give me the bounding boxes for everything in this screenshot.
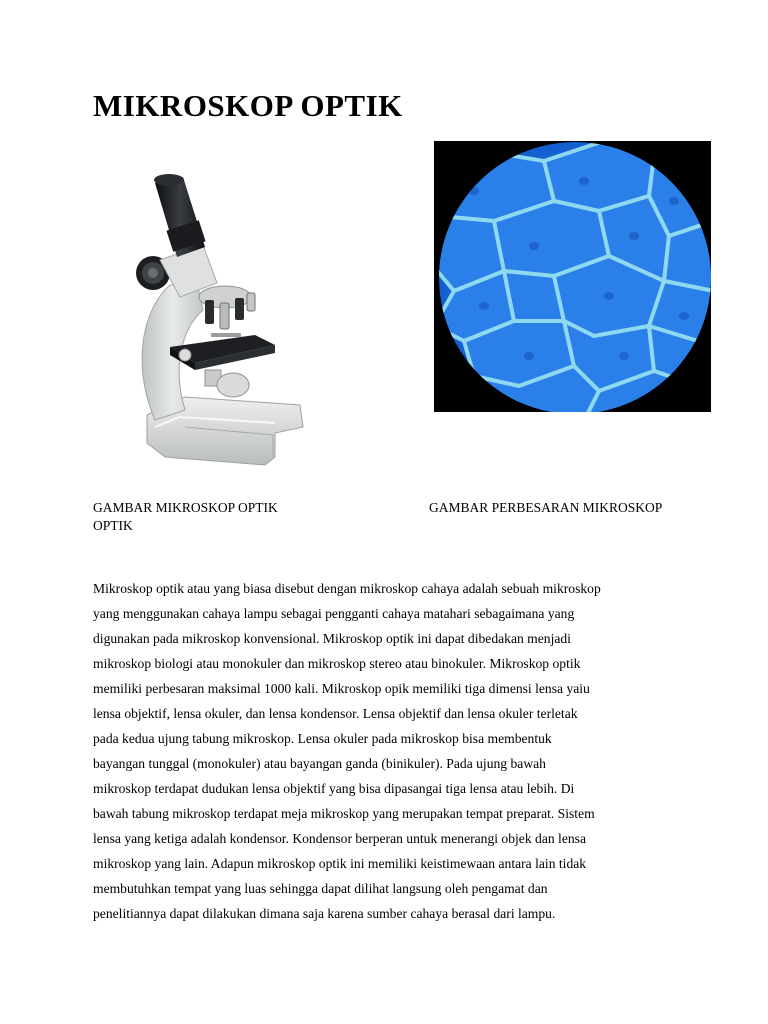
paragraph-line: memiliki perbesaran maksimal 1000 kali. Mikroskop opik memiliki tiga dimensi lensa yaiu [93,681,590,696]
paragraph-line: digunakan pada mikroskop konvensional. Mikroskop optik ini dapat dibedakan menjadi [93,631,571,646]
figure-caption-microscope: GAMBAR MIKROSKOP OPTIK [93,500,278,515]
paragraph-line: membutuhkan tempat yang luas sehingga dapat dilihat langsung oleh pengamat dan [93,881,548,896]
paragraph-line: pada kedua ujung tabung mikroskop. Lensa okuler pada mikroskop bisa membentuk [93,731,552,746]
figure-caption-magnification: GAMBAR PERBESARAN MIKROSKOP [429,500,663,515]
paragraph-line: penelitiannya dapat dilakukan dimana saja karena sumber cahaya berasal dari lampu. [93,906,556,921]
figure-caption-magnification-wrap: OPTIK [93,518,133,533]
paragraph-line: mikroskop terdapat dudukan lensa objektif yang bisa dipasangai tiga lensa atau lebih. Di [93,781,575,796]
paragraph-line: bayangan tunggal (monokuler) atau bayangan ganda (binikuler). Pada ujung bawah [93,756,546,771]
paragraph-line: yang menggunakan cahaya lampu sebagai pengganti cahaya matahari sebagaimana yang [93,606,575,621]
paragraph-line: mikroskop yang lain. Adapun mikroskop optik ini memiliki keistimewaan antara lain tidak [93,856,587,871]
microscope-photo [125,165,320,470]
paragraph-line: lensa objektif, lensa okuler, dan lensa kondensor. Lensa objektif dan lensa okuler terletak [93,706,578,721]
magnified-cells-photo [434,141,711,412]
paragraph-line: Mikroskop optik atau yang biasa disebut dengan mikroskop cahaya adalah sebuah mikroskop [93,581,601,596]
paragraph-line: mikroskop biologi atau monokuler dan mikroskop stereo atau binokuler. Mikroskop optik [93,656,581,671]
paragraph-line: bawah tabung mikroskop terdapat meja mikroskop yang merupakan tempat preparat. Sistem [93,806,595,821]
paragraph-line: lensa yang ketiga adalah kondensor. Kondensor berperan untuk menerangi objek dan lensa [93,831,586,846]
body-paragraph [93,576,693,926]
document-title: MIKROSKOP OPTIK [93,88,403,123]
